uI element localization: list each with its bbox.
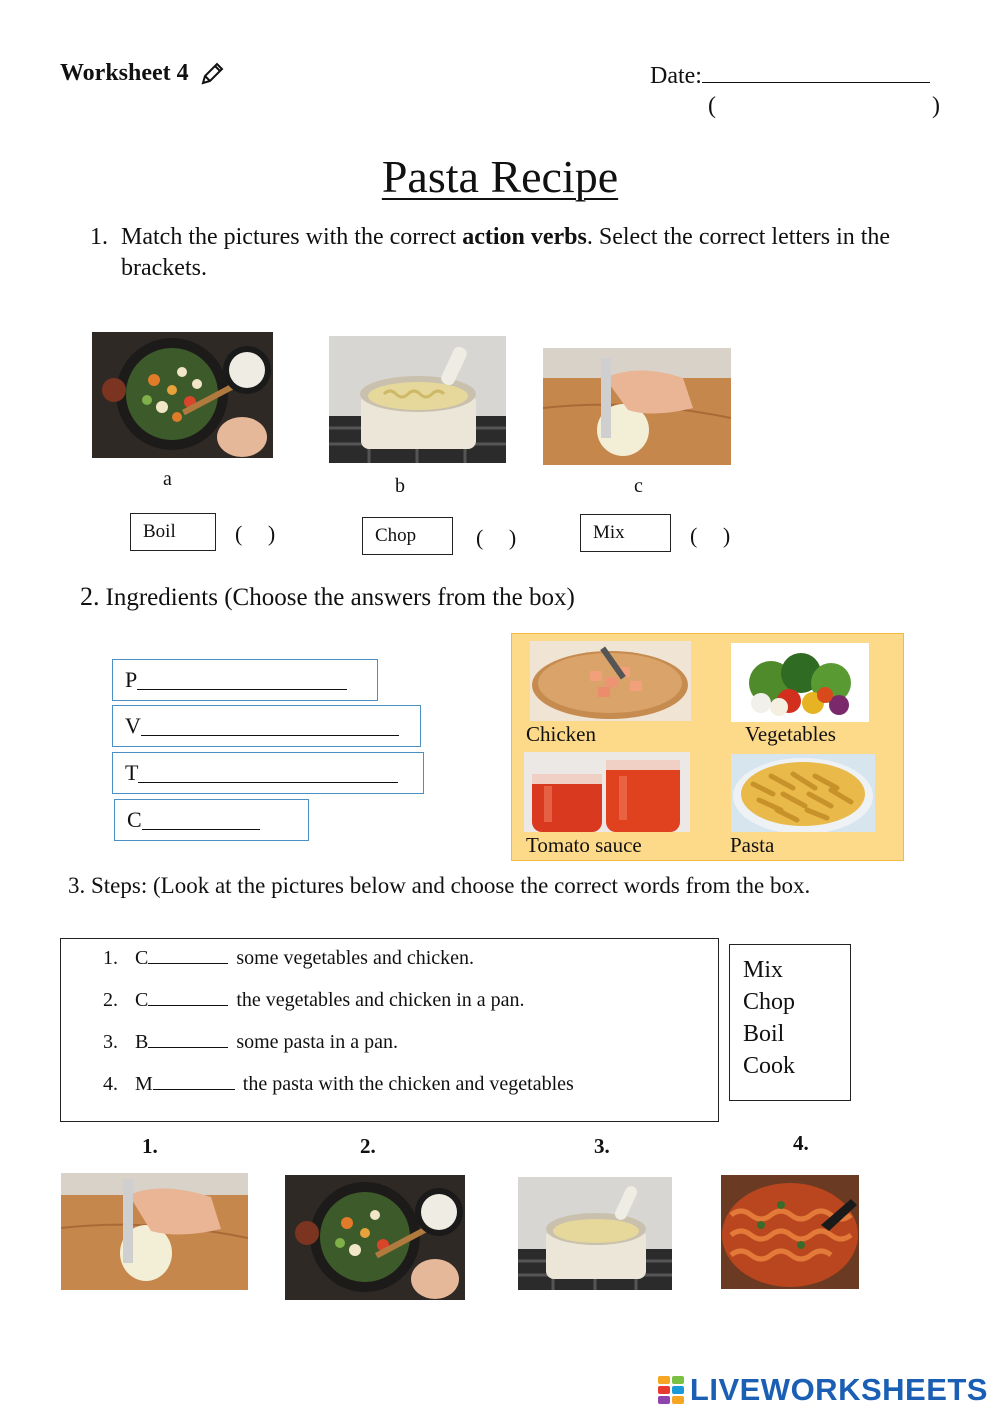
step-number: 3.: [103, 1031, 118, 1053]
instr-part2: . Select the correct letters in the brackets.: [121, 224, 891, 281]
section2-title: [80, 582, 575, 612]
option-pasta: Pasta: [730, 833, 775, 857]
chopping-onion-photo: [543, 348, 731, 465]
picture-letter-c: c: [634, 475, 643, 497]
step-picture-number-2: 2.: [360, 1134, 376, 1158]
ingredient-picture-box: [511, 633, 904, 861]
date-label: Date:: [650, 63, 702, 89]
step-number: 2.: [103, 989, 118, 1011]
step-number: 1.: [103, 947, 118, 969]
step-number: 4.: [103, 1073, 118, 1095]
step4-mixed-pasta-photo: [721, 1175, 859, 1289]
section1-number: 1.: [90, 224, 108, 250]
blank-letter: P: [125, 667, 138, 692]
step-text: the pasta with the chicken and vegetables: [242, 1073, 574, 1095]
blank-letter: V: [125, 713, 141, 738]
blank-line: [141, 717, 399, 736]
step-3: [103, 1031, 398, 1054]
section2-text: Ingredients (Choose the answers from the box): [105, 584, 575, 611]
blank-line: [138, 764, 398, 783]
worksheet-label: Worksheet 4: [60, 60, 189, 86]
page-title: Pasta Recipe: [381, 151, 619, 202]
step-text: some pasta in a pan.: [236, 1031, 398, 1053]
worksheet-title: [60, 60, 225, 87]
step-picture-number-4: 4.: [793, 1131, 809, 1155]
pencil-icon: [199, 61, 225, 87]
answer-bracket-boil[interactable]: ( ): [235, 521, 286, 546]
verb-box-boil: Boil: [130, 513, 216, 551]
date-line: [702, 60, 930, 83]
tomato-sauce-photo: [524, 752, 690, 832]
ingredient-blank-t[interactable]: [112, 752, 424, 794]
ingredient-blank-v[interactable]: [112, 705, 421, 747]
blank-letter: T: [125, 760, 139, 785]
step2-cooking-pan-photo: [285, 1175, 465, 1300]
word-bank: [729, 944, 851, 1101]
step-1: [103, 947, 474, 970]
answer-bracket-mix[interactable]: ( ): [690, 523, 741, 548]
step-text: the vegetables and chicken in a pan.: [236, 989, 525, 1011]
step1-chopping-photo: [61, 1173, 248, 1290]
step-letter: M: [135, 1073, 153, 1095]
word-mix: Mix: [743, 957, 784, 983]
word-cook: Cook: [743, 1053, 796, 1079]
section1-instruction: [90, 222, 900, 284]
section3-title: 3. Steps: (Look at the pictures below and choose the correct words from the box.: [68, 873, 811, 898]
name-parentheses: [708, 93, 940, 120]
step-blank[interactable]: [148, 947, 228, 964]
ingredient-blank-c[interactable]: [114, 799, 309, 841]
vegetables-photo: [731, 643, 869, 722]
paren-open: (: [708, 93, 716, 119]
blank-line: [142, 811, 260, 830]
verb-box-mix: Mix: [580, 514, 671, 552]
section2-number: 2.: [80, 582, 100, 611]
blank-line: [137, 671, 347, 690]
step-blank[interactable]: [148, 989, 228, 1006]
blank-letter: C: [127, 807, 142, 832]
step-4: [103, 1073, 574, 1096]
picture-letter-a: a: [163, 468, 172, 490]
liveworksheets-logo-text: LIVEWORKSHEETS: [689, 1372, 988, 1407]
step-blank[interactable]: [148, 1031, 228, 1048]
option-chicken: Chicken: [526, 722, 596, 746]
instr-bold: action verbs: [462, 224, 587, 250]
stir-fry-pan-photo: [92, 332, 273, 458]
paren-close: ): [932, 93, 940, 119]
picture-letter-b: b: [395, 475, 405, 497]
boiling-pasta-pot-photo: [329, 336, 506, 463]
step-letter: C: [135, 989, 149, 1011]
step-letter: B: [135, 1031, 149, 1053]
liveworksheets-logo: [658, 1372, 988, 1408]
ingredient-blank-p[interactable]: [112, 659, 378, 701]
step-text: some vegetables and chicken.: [236, 947, 475, 969]
step-letter: C: [135, 947, 149, 969]
steps-box: [60, 938, 719, 1122]
option-tomato-sauce: Tomato sauce: [526, 833, 642, 857]
step-picture-number-1: 1.: [142, 1134, 158, 1158]
option-vegetables: Vegetables: [745, 722, 836, 746]
liveworksheets-logo-icon: [658, 1376, 684, 1404]
answer-bracket-chop[interactable]: ( ): [476, 525, 527, 550]
date-field[interactable]: [650, 60, 930, 90]
step-2: [103, 989, 525, 1012]
step-blank[interactable]: [153, 1073, 235, 1090]
word-boil: Boil: [743, 1021, 785, 1047]
word-chop: Chop: [743, 989, 796, 1015]
chicken-photo: [530, 641, 691, 721]
pasta-photo: [731, 754, 875, 832]
instr-part1: Match the pictures with the correct: [121, 224, 463, 250]
verb-box-chop: Chop: [362, 517, 453, 555]
step-picture-number-3: 3.: [594, 1134, 610, 1158]
step3-boiling-photo: [518, 1177, 672, 1290]
